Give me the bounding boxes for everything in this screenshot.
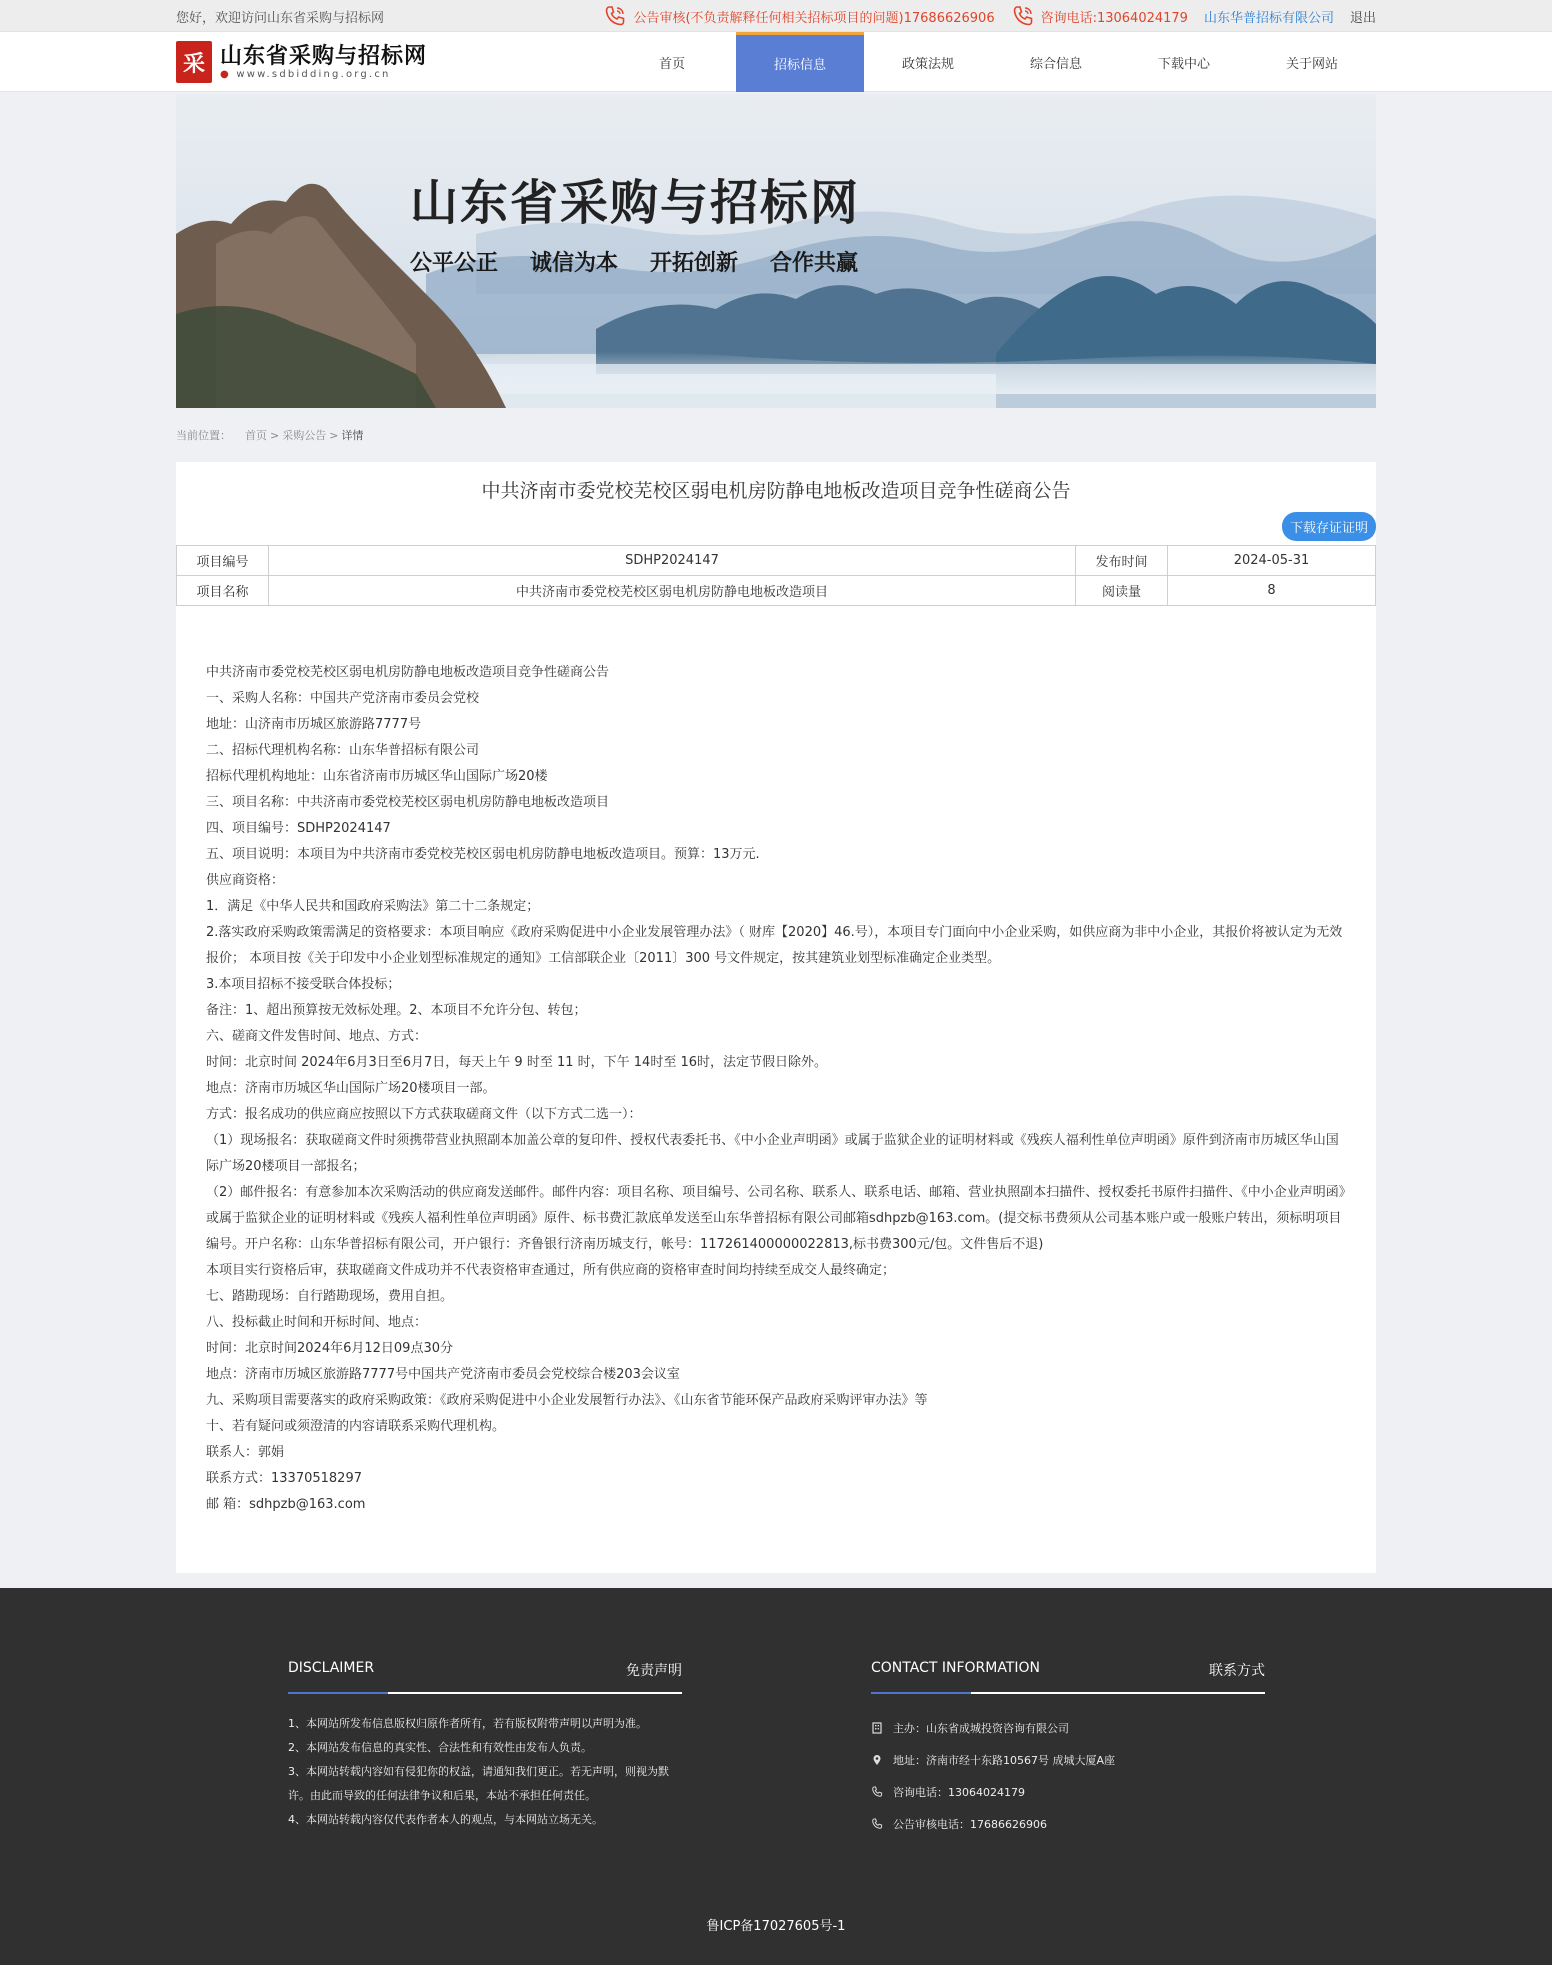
disclaimer-heading-en: DISCLAIMER: [288, 1660, 375, 1676]
contact-heading-cn: 联系方式: [1209, 1663, 1265, 1679]
project-code-value: SDHP2024147: [269, 546, 1076, 576]
article-paragraph: （2）邮件报名：有意参加本次采购活动的供应商发送邮件。邮件内容：项目名称、项目编号、公司名称、联系人、联系电话、邮箱、营业执照副本扫描件、授权委托书原件扫描件、《中小企业声明函》或属于监狱企业的证明材料或《残疾人福利性单位声明函》原件、标书费汇款底单发送至山东华普招标有限公司邮箱sdhpzb@163.com。(提交标书费须从公司基本账户或一般账户转出，须标明项目编号。开户名称：山东华普招标有限公司，开户银行：齐鲁银行济南历城支行，帐号：117261400000022813,标书费300元/包。文件售后不退): [206, 1185, 1346, 1252]
notice-text: 公告审核(不负责解释任何相关招标项目的问题)17686626906: [633, 10, 995, 26]
list-item: [871, 1744, 1265, 1776]
article-paragraph: 四、项目编号：SDHP2024147: [206, 821, 391, 836]
logo-title: 山东省采购与招标网: [220, 43, 428, 69]
disclaimer-heading-cn: 免责声明: [626, 1663, 682, 1679]
article-title: 中共济南市委党校芜校区弱电机房防静电地板改造项目竞争性磋商公告: [481, 480, 1071, 502]
table-row: [177, 576, 1376, 606]
nav-about[interactable]: 关于网站: [1285, 56, 1338, 72]
consult-phone: [1011, 4, 1188, 28]
article-paragraph: 九、采购项目需要落实的政府采购政策：《政府采购促进中小企业发展暂行办法》、《山东省节能环保产品政府采购评审办法》等: [206, 1393, 928, 1408]
breadcrumb: 当前位置： 首页 > 采购公告 > 详情: [176, 428, 364, 442]
disclaimer-item: 2、本网站发布信息的真实性、合法性和有效性由发布人负责。: [288, 1741, 592, 1754]
contact-host: 主办：山东省成城投资咨询有限公司: [893, 1722, 1069, 1735]
contact-address: 地址：济南市经十东路10567号 成城大厦A座: [893, 1754, 1116, 1767]
article-paragraph: 3.本项目招标不接受联合体投标；: [206, 977, 401, 992]
article-paragraph: 联系人：郭娟: [206, 1445, 285, 1460]
nav-policy[interactable]: 政策法规: [901, 56, 954, 72]
contact-section: [871, 1660, 1265, 1840]
logo-url: ● www.sdbidding.org.cn: [220, 69, 391, 80]
banner-title: 山东省采购与招标网: [410, 175, 861, 231]
article-paragraph: 六、磋商文件发售时间、地点、方式：: [206, 1029, 428, 1044]
banner: [176, 94, 1376, 408]
article-paragraph: 方式：报名成功的供应商应按照以下方式获取磋商文件（以下方式二选一）：: [206, 1107, 642, 1122]
site-header: [0, 32, 1552, 92]
phone-icon: [871, 1786, 883, 1798]
article-paragraph: 中共济南市委党校芜校区弱电机房防静电地板改造项目竞争性磋商公告: [206, 665, 610, 680]
article-paragraph: （1）现场报名：获取磋商文件时须携带营业执照副本加盖公章的复印件、授权代表委托书、《中小企业声明函》或属于监狱企业的证明材料或《残疾人福利性单位声明函》原件到济南市历城区华山国际广场20楼项目一部报名；: [206, 1133, 1339, 1174]
breadcrumb-category[interactable]: 采购公告: [282, 429, 327, 442]
article-paragraph: 时间：北京时间 2024年6月3日至6月7日，每天上午 9 时至 11 时，下午 14时至 16时，法定节假日除外。: [206, 1055, 827, 1070]
location-icon: [871, 1754, 883, 1766]
project-name-value: 中共济南市委党校芜校区弱电机房防静电地板改造项目: [269, 576, 1076, 606]
article-paragraph: 三、项目名称：中共济南市委党校芜校区弱电机房防静电地板改造项目: [206, 795, 610, 810]
article-paragraph: 十、若有疑问或须澄清的内容请联系采购代理机构。: [206, 1419, 506, 1434]
site-logo[interactable]: [176, 41, 427, 83]
article-paragraph: 地址：山济南市历城区旅游路7777号: [206, 717, 422, 732]
contact-review-phone: 公告审核电话：17686626906: [893, 1818, 1047, 1831]
list-item: [871, 1712, 1265, 1744]
article-paragraph: 二、招标代理机构名称：山东华普招标有限公司: [206, 743, 480, 758]
article-panel: [176, 462, 1376, 1573]
table-row: [177, 546, 1376, 576]
article-paragraph: 1．满足《中华人民共和国政府采购法》第二十二条规定；: [206, 899, 540, 914]
icp-record[interactable]: 鲁ICP备17027605号-1: [706, 1919, 846, 1934]
project-code-label: 项目编号: [177, 546, 269, 576]
slogan: 合作共赢: [770, 250, 859, 276]
article-paragraph: 招标代理机构地址：山东省济南市历城区华山国际广场20楼: [206, 769, 548, 784]
nav-general-info[interactable]: 综合信息: [1029, 56, 1082, 72]
main-nav: [608, 32, 1376, 92]
article-paragraph: 时间：北京时间2024年6月12日09点30分: [206, 1341, 453, 1356]
building-icon: [871, 1722, 883, 1734]
project-name-label: 项目名称: [177, 576, 269, 606]
disclaimer-section: [288, 1660, 682, 1832]
breadcrumb-label: 当前位置：: [176, 429, 231, 442]
disclaimer-item: 1、本网站所发布信息版权归原作者所有，若有版权附带声明以声明为准。: [288, 1717, 647, 1730]
phone-icon: [603, 4, 627, 28]
article-paragraph: 五、项目说明：本项目为中共济南市委党校芜校区弱电机房防静电地板改造项目。预算：13万元.: [206, 847, 760, 862]
breadcrumb-current: 详情: [341, 429, 364, 442]
notice-phone: [603, 4, 994, 28]
article-paragraph: 本项目实行资格后审，获取磋商文件成功并不代表资格审查通过，所有供应商的资格审查时间均持续至成交人最终确定；: [206, 1263, 896, 1278]
list-item: [871, 1808, 1265, 1840]
publish-date-label: 发布时间: [1076, 546, 1168, 576]
welcome-text: 您好，欢迎访问山东省采购与招标网: [176, 10, 385, 26]
slogan: 公平公正: [410, 250, 499, 276]
article-paragraph: 备注：1、超出预算按无效标处理。2、本项目不允许分包、转包；: [206, 1003, 587, 1018]
slogan: 诚信为本: [530, 250, 619, 276]
phone-icon: [1011, 4, 1035, 28]
disclaimer-item: 3、本网站转载内容如有侵犯你的权益，请通知我们更正。若无声明，则视为默许。由此而导致的任何法律争议和后果，本站不承担任何责任。: [288, 1765, 669, 1802]
article-paragraph: 地点：济南市历城区旅游路7777号中国共产党济南市委员会党校综合楼203会议室: [206, 1367, 680, 1382]
project-meta-table: [176, 545, 1376, 606]
article-paragraph: 七、踏勘现场：自行踏勘现场，费用自担。: [206, 1289, 454, 1304]
breadcrumb-home[interactable]: 首页: [245, 429, 267, 442]
article-paragraph: 一、采购人名称：中国共产党济南市委员会党校: [206, 691, 480, 706]
disclaimer-item: 4、本网站转载内容仅代表作者本人的观点，与本网站立场无关。: [288, 1813, 603, 1826]
article-paragraph: 地点：济南市历城区华山国际广场20楼项目一部。: [206, 1081, 496, 1096]
disclaimer-list: [288, 1712, 682, 1832]
top-bar: [0, 0, 1552, 32]
views-value: 8: [1168, 576, 1376, 606]
site-footer: [0, 1588, 1552, 1965]
contact-list: [871, 1712, 1265, 1840]
article-paragraph: 2.落实政府采购政策需满足的资格要求：本项目响应《政府采购促进中小企业发展管理办法》（ 财库【2020】46.号），本项目专门面向中小企业采购，如供应商为非中小企业，其报价将被认定为无效报价； 本项目按《关于印发中小企业划型标准规定的通知》工信部联企业〔2011〕300 号文件规定，按其建筑业划型标准确定企业类型。: [206, 925, 1343, 966]
nav-downloads[interactable]: 下载中心: [1157, 56, 1210, 72]
contact-heading-en: CONTACT INFORMATION: [871, 1660, 1040, 1676]
download-certificate-button[interactable]: 下载存证证明: [1282, 512, 1376, 541]
contact-consult-phone: 咨询电话：13064024179: [893, 1786, 1025, 1799]
publish-date-value: 2024-05-31: [1168, 546, 1376, 576]
views-label: 阅读量: [1076, 576, 1168, 606]
article-body: [206, 660, 1346, 1518]
article-paragraph: 供应商资格：: [206, 873, 285, 888]
logout-link[interactable]: 退出: [1349, 10, 1376, 26]
article-paragraph: 联系方式：13370518297: [206, 1471, 362, 1486]
banner-slogans: [410, 246, 858, 277]
article-paragraph: 邮 箱：sdhpzb@163.com: [206, 1497, 366, 1512]
slogan: 开拓创新: [650, 250, 739, 276]
list-item: [871, 1776, 1265, 1808]
nav-bidding-info[interactable]: 招标信息: [736, 32, 864, 92]
consult-text: 咨询电话:13064024179: [1040, 10, 1188, 26]
phone-icon: [871, 1818, 883, 1830]
article-paragraph: 八、投标截止时间和开标时间、地点：: [206, 1315, 428, 1330]
company-link[interactable]: 山东华普招标有限公司: [1203, 10, 1334, 26]
nav-home[interactable]: 首页: [658, 56, 685, 72]
logo-seal-icon: 采: [176, 41, 212, 83]
